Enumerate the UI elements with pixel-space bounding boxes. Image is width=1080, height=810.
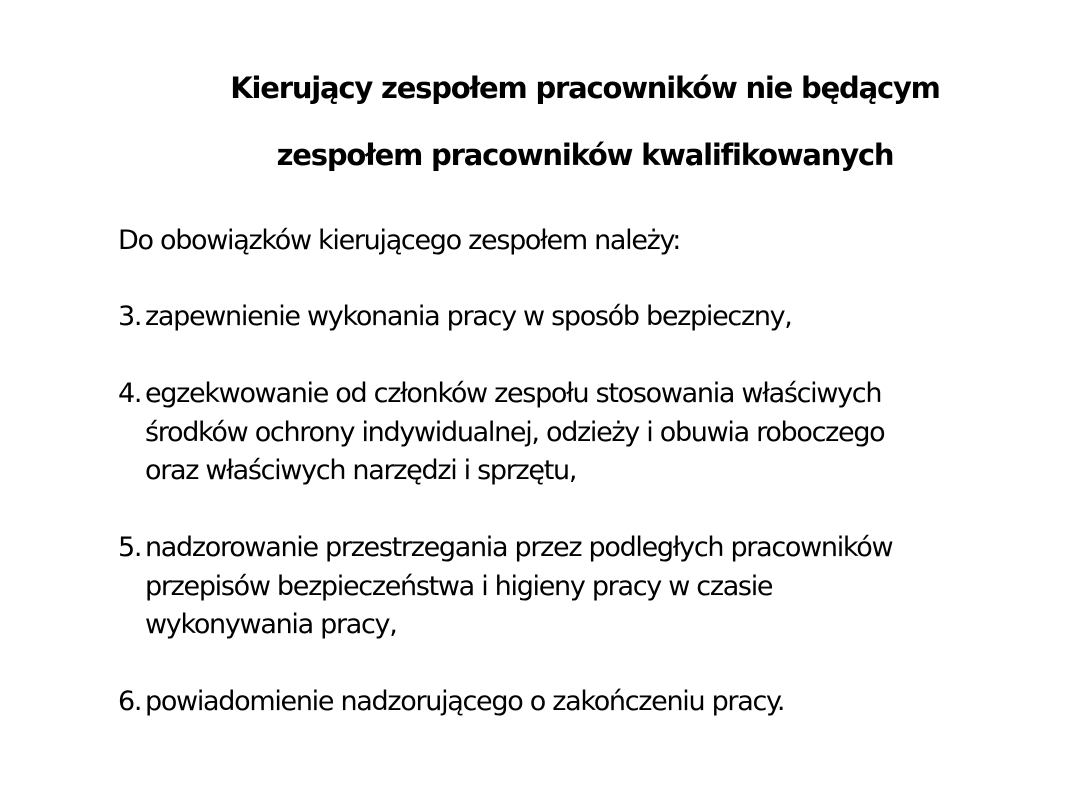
slide-title-line-2: zespołem pracowników kwalifikowanych — [276, 138, 894, 172]
list-item-number: 4. — [118, 378, 142, 409]
list-item-line: wykonywania pracy, — [145, 609, 397, 640]
list-item-line: egzekwowanie od członków zespołu stosowania właściwych — [145, 378, 882, 409]
slide-title-line-1: Kierujący zespołem pracowników nie będącym — [230, 71, 940, 105]
list-item-line: przepisów bezpieczeństwa i higieny pracy w czasie — [145, 570, 773, 602]
list-item-text — [145, 298, 792, 337]
list-item-line: powiadomienie nadzorującego o zakończeniu pracy. — [145, 686, 785, 717]
list-item-line: środków ochrony indywidualnej, odzieży i obuwia roboczego — [145, 416, 885, 448]
list-item-number: 3. — [118, 301, 142, 332]
list-item-number: 5. — [118, 532, 142, 563]
list-item-line: zapewnienie wykonania pracy w sposób bezpieczny, — [145, 301, 792, 332]
list-item-text — [145, 683, 784, 722]
list-item-number: 6. — [118, 686, 142, 717]
list-item-line: nadzorowanie przestrzegania przez podległych pracowników — [145, 532, 893, 563]
list-item-text — [145, 375, 884, 491]
list-item-line: oraz właściwych narzędzi i sprzętu, — [145, 455, 577, 486]
intro-text: Do obowiązków kierującego zespołem należy: — [118, 225, 681, 256]
list-item-text — [145, 529, 892, 645]
